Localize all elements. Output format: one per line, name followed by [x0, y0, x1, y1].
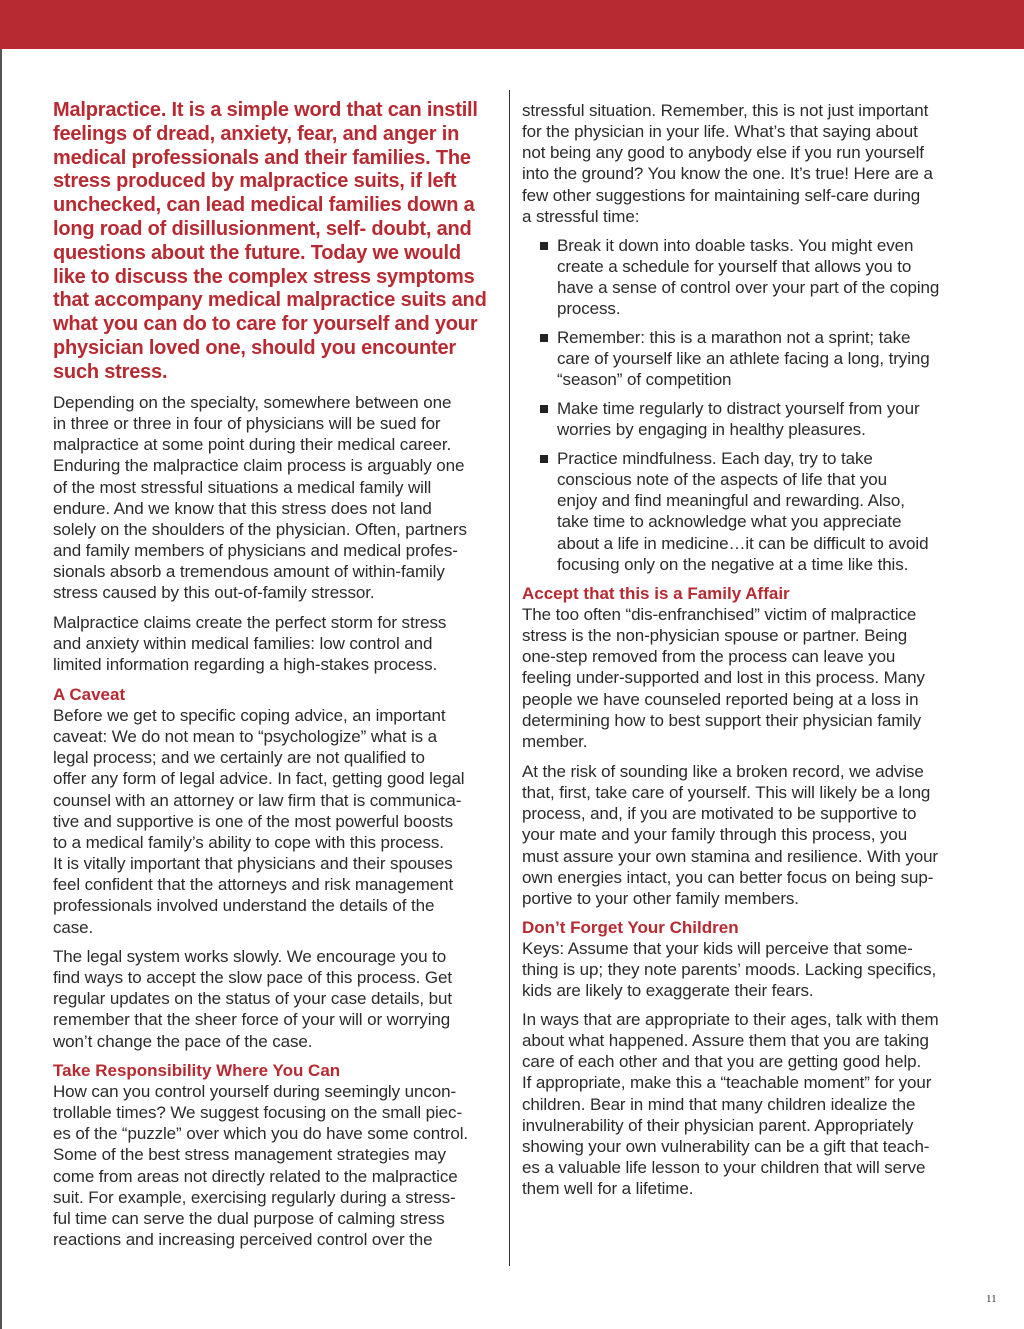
body-paragraph: [53, 946, 452, 1052]
text-line: thing is up; they note parents’ moods. Lacking specifics,: [522, 960, 937, 980]
text-line: worries by engaging in healthy pleasures.: [557, 420, 866, 440]
text-line: for the physician in your life. What’s that saying about: [522, 122, 918, 142]
text-line: Practice mindfulness. Each day, try to take: [557, 449, 873, 468]
section-heading-children: Don’t Forget Your Children: [522, 918, 739, 937]
bullet-icon: [540, 455, 548, 463]
text-line: Malpractice claims create the perfect storm for stress: [53, 613, 447, 632]
text-line: what you can do to care for yourself and your: [53, 313, 478, 336]
text-line: physician loved one, should you encounter: [53, 336, 456, 359]
text-line: trollable times? We suggest focusing on the small piec-: [53, 1103, 462, 1123]
text-line: like to discuss the complex stress symptoms: [53, 265, 475, 288]
text-line: feel confident that the attorneys and risk management: [53, 875, 454, 895]
text-line: offer any form of legal advice. In fact, getting good legal: [53, 769, 465, 789]
text-line: suit. For example, exercising regularly during a stress-: [53, 1187, 456, 1207]
text-line: take time to acknowledge what you appreciate: [557, 512, 902, 532]
text-line: endure. And we know that this stress does not land: [53, 498, 432, 518]
text-line: invulnerability of their physician parent. Appropriately: [522, 1115, 914, 1135]
text-line: tive and supportive is one of the most powerful boosts: [53, 811, 453, 831]
text-line: a stressful time:: [522, 206, 640, 226]
text-line: counsel with an attorney or law firm that is communica-: [53, 790, 462, 810]
text-line: es of the “puzzle” over which you do have some control.: [53, 1124, 468, 1144]
body-paragraph: [53, 705, 465, 938]
text-line: It is vitally important that physicians and their spouses: [53, 854, 453, 874]
text-line: to a medical family’s ability to cope with this process.: [53, 832, 444, 852]
text-line: Make time regularly to distract yourself from your: [557, 399, 920, 418]
text-line: must assure your own stamina and resilience. With your: [522, 846, 938, 866]
text-line: The too often “dis-enfranchised” victim of malpractice: [522, 605, 917, 624]
text-line: malpractice at some point during their medical career.: [53, 435, 452, 455]
text-line: have a sense of control over your part of the coping: [557, 278, 940, 298]
header-bar: [0, 0, 1024, 49]
text-line: regular updates on the status of your case details, but: [53, 989, 452, 1009]
text-line: process.: [557, 299, 621, 319]
text-line: ful time can serve the dual purpose of calming stress: [53, 1208, 445, 1228]
text-line: At the risk of sounding like a broken record, we advise: [522, 762, 924, 781]
text-line: won’t change the pace of the case.: [53, 1031, 313, 1051]
text-line: into the ground? You know the one. It’s true! Here are a: [522, 164, 933, 184]
text-line: that accompany medical malpractice suits and: [53, 289, 487, 312]
bullet-icon: [540, 405, 548, 413]
text-line: that, first, take care of yourself. This will likely be a long: [522, 783, 931, 803]
text-line: Keys: Assume that your kids will perceive that some-: [522, 939, 913, 958]
text-line: about what happened. Assure them that you are taking: [522, 1031, 929, 1051]
text-line: in three or three in four of physicians will be sued for: [53, 414, 441, 434]
text-line: unchecked, can lead medical families down a: [53, 194, 475, 217]
section-heading-responsibility: Take Responsibility Where You Can: [53, 1061, 341, 1080]
body-paragraph: [53, 612, 446, 675]
text-line: Malpractice. It is a simple word that can instill: [53, 99, 478, 121]
text-line: stress produced by malpractice suits, if left: [53, 170, 457, 193]
text-line: stress caused by this out-of-family stressor.: [53, 583, 375, 603]
text-line: Some of the best stress management strategies may: [53, 1145, 446, 1165]
text-line: kids are likely to exaggerate their fears.: [522, 981, 814, 1001]
text-line: long road of disillusionment, self- doubt, and: [53, 217, 472, 240]
page-edge: [0, 49, 2, 1329]
text-line: own energies intact, you can better focus on being sup-: [522, 867, 934, 887]
bullet-icon: [540, 334, 548, 342]
text-line: focusing only on the negative at a time like this.: [557, 554, 909, 574]
text-line: Enduring the malpractice claim process is arguably one: [53, 456, 465, 476]
text-line: few other suggestions for maintaining self-care during: [522, 185, 921, 205]
text-line: and family members of physicians and medical profes-: [53, 541, 458, 561]
text-line: The legal system works slowly. We encourage you to: [53, 947, 447, 966]
text-line: stress is the non-physician spouse or partner. Being: [522, 626, 908, 646]
text-line: Remember: this is a marathon not a sprint; take: [557, 328, 911, 347]
text-line: come from areas not directly related to the malpractice: [53, 1166, 458, 1186]
body-paragraph: [522, 761, 938, 909]
text-line: and anxiety within medical families: low control and: [53, 634, 433, 654]
text-line: determining how to best support their physician family: [522, 710, 922, 730]
text-line: feeling under-supported and lost in this process. Many: [522, 668, 925, 688]
text-line: es a valuable life lesson to your children that will serve: [522, 1158, 926, 1178]
text-line: Depending on the specialty, somewhere between one: [53, 393, 452, 412]
body-paragraph: [53, 1081, 468, 1250]
section-heading-family: Accept that this is a Family Affair: [522, 584, 790, 603]
text-line: solely on the shoulders of the physician. Often, partners: [53, 519, 467, 539]
intro-paragraph: [53, 99, 487, 385]
text-line: reactions and increasing perceived control over the: [53, 1230, 433, 1250]
text-line: sionals absorb a tremendous amount of within-family: [53, 562, 445, 582]
page-number: 11: [986, 1293, 997, 1305]
body-paragraph: [522, 1009, 939, 1199]
text-line: stressful situation. Remember, this is not just important: [522, 101, 929, 120]
bullet-icon: [540, 242, 548, 250]
body-paragraph: [522, 604, 925, 752]
text-line: not being any good to anybody else if you run yourself: [522, 143, 924, 163]
text-line: about a life in medicine…it can be difficult to avoid: [557, 533, 929, 553]
text-line: care of yourself like an athlete facing a long, trying: [557, 349, 930, 369]
section-heading-caveat: A Caveat: [53, 685, 126, 704]
text-line: such stress.: [53, 360, 168, 383]
bullet-item: [557, 327, 930, 390]
text-line: people we have counseled reported being at a loss in: [522, 689, 919, 709]
text-line: professionals involved understand the details of the: [53, 896, 435, 916]
text-line: children. Bear in mind that many children idealize the: [522, 1094, 916, 1114]
text-line: member.: [522, 731, 588, 751]
bullet-item: [557, 398, 920, 440]
text-line: remember that the sheer force of your will or worrying: [53, 1010, 451, 1030]
text-line: limited information regarding a high-stakes process.: [53, 655, 438, 675]
text-line: them well for a lifetime.: [522, 1179, 694, 1199]
text-line: process, and, if you are motivated to be supportive to: [522, 804, 917, 824]
text-line: caveat: We do not mean to “psychologize” what is a: [53, 727, 437, 747]
body-paragraph: [53, 392, 467, 604]
text-line: Break it down into doable tasks. You might even: [557, 236, 914, 255]
text-line: How can you control yourself during seemingly uncon-: [53, 1082, 457, 1101]
text-line: Before we get to specific coping advice, an important: [53, 706, 446, 725]
text-line: If appropriate, make this a “teachable moment” for your: [522, 1073, 932, 1093]
text-line: conscious note of the aspects of life that you: [557, 470, 887, 490]
text-line: legal process; and we certainly are not qualified to: [53, 748, 425, 768]
text-line: your mate and your family through this process, you: [522, 825, 908, 845]
text-line: feelings of dread, anxiety, fear, and anger in: [53, 122, 460, 145]
text-line: “season” of competition: [557, 370, 732, 390]
text-line: enjoy and find meaningful and rewarding. Also,: [557, 491, 905, 511]
text-line: medical professionals and their families. The: [53, 146, 471, 169]
text-line: showing your own vulnerability can be a gift that teach-: [522, 1136, 930, 1156]
text-line: case.: [53, 917, 94, 937]
text-line: care of each other and that you are getting good help.: [522, 1052, 922, 1072]
text-line: portive to your other family members.: [522, 888, 799, 908]
column-divider: [509, 90, 510, 1266]
body-paragraph: [522, 938, 936, 1001]
text-line: of the most stressful situations a medical family will: [53, 477, 432, 497]
bullet-item: [557, 235, 939, 320]
bullet-item: [557, 448, 928, 575]
text-line: create a schedule for yourself that allows you to: [557, 257, 912, 277]
body-paragraph: [522, 100, 933, 227]
text-line: one-step removed from the process can leave you: [522, 647, 896, 667]
text-line: find ways to accept the slow pace of this process. Get: [53, 968, 453, 988]
text-line: questions about the future. Today we would: [53, 241, 461, 264]
text-line: In ways that are appropriate to their ages, talk with them: [522, 1010, 939, 1029]
